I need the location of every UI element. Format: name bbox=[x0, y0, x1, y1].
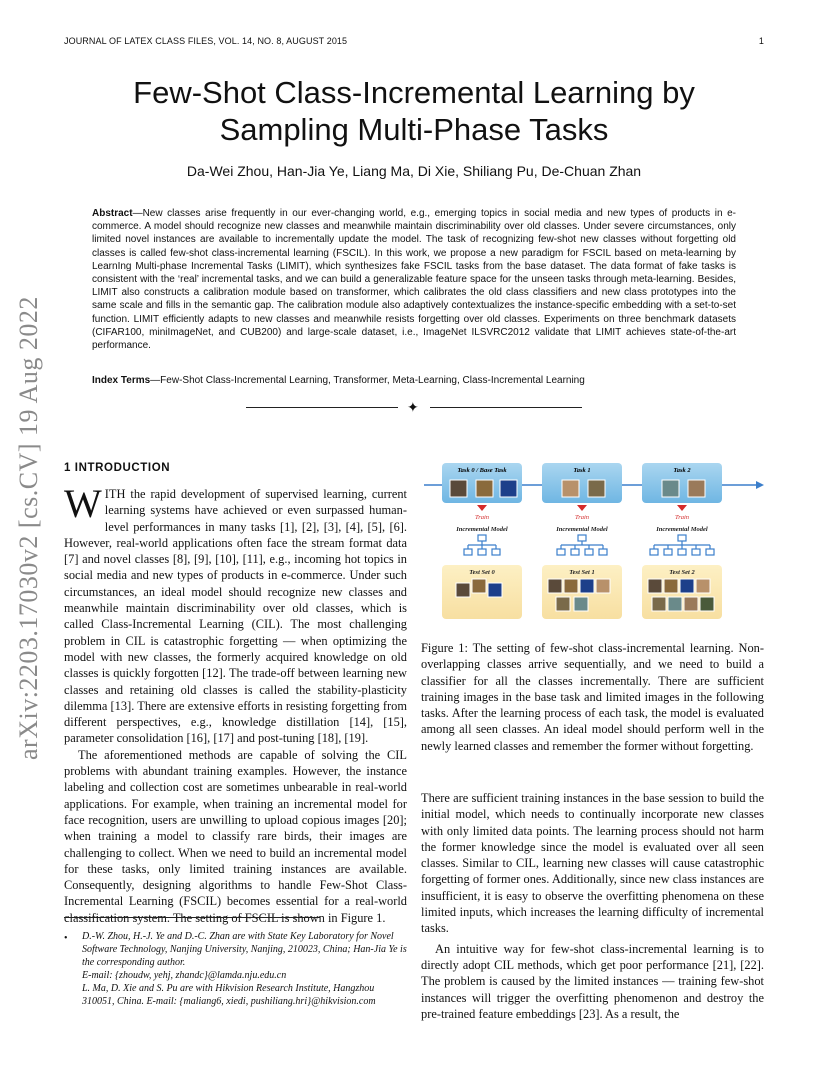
footnote-rule bbox=[64, 917, 320, 918]
intro-paragraph-1-text: ITH the rapid development of supervised learning, current learning systems have achieved or even surpassed human-level performances in many tasks [1], [2], [3], [4], [5], [6]. However, real-world applications often face the stream format data [7] and novel classes [8], [9], [10], [11], e.g., incoming hot topics in social media and new types of products in e-commerce. Under such circumstances, an ideal model should recognize new classes and meanwhile maintain discriminability over old classes, which is called Class-Incremental Learning (CIL). The most challenging problem in CIL is catastrophic forgetting — when optimizing the model with new classes, the formerly acquired knowledge on old classes is quickly forgotten [12]. The trade-off between learning new classes and retaining old classes is called the stability-plasticity dilemma [13]. There are extensive efforts in resisting forgetting from different perspectives, e.g., knowledge distillation [14], [15], parameter consolidation [16], [17] and post-tuning [18], [19]. bbox=[64, 487, 407, 746]
footnote-affiliation-2: L. Ma, D. Xie and S. Pu are with Hikvision Research Institute, Hangzhou 310051, China. E-mail: {maliang6, xiedi, pushiliang.hri}@hikvision.com bbox=[82, 983, 376, 1007]
page-number: 1 bbox=[758, 36, 764, 46]
timeline-arrowhead bbox=[756, 481, 764, 489]
task-label-2: Task 2 bbox=[673, 467, 691, 474]
abstract-label: Abstract bbox=[92, 208, 133, 219]
model-label-0: Incremental Model bbox=[456, 526, 508, 533]
section-heading: 1 INTRODUCTION bbox=[64, 462, 171, 474]
diamond-icon: ✦ bbox=[407, 401, 419, 416]
footnote-email-1: E-mail: {zhoudw, yehj, zhandc}@lamda.nju.edu.cn bbox=[82, 970, 287, 981]
index-terms bbox=[92, 375, 736, 386]
abstract-text: —New classes arise frequently in our ever-changing world, e.g., emerging topics in social media and new types of products in e-commerce. A model should recognize new classes and meanwhile maintain discriminability over old classes. Under severe circumstances, only limited novel instances are available to incrementally update the model. The task of recognizing few-shot new classes without forgetting old classes is called few-shot class-incremental learning (FSCIL). In this work, we propose a new paradigm for FSCIL based on meta-learning by LearnIng Multi-phase Incremental Tasks (LIMIT), which synthesizes fake FSCIL tasks from the base dataset. The data format of fake tasks is consistent with the ‘real’ incremental tasks, and we can build a generalizable feature space for the unseen tasks through meta-learning. Besides, LIMIT also constructs a calibration module based on transformer, which calibrates the old class classifiers and new class prototypes into the same scale and fills in the semantic gap. The calibration module also adaptively contextualizes the instance-specific embedding with a set-to-set function. LIMIT efficiently adapts to new classes and meanwhile resists forgetting over old classes. Experiments on three benchmark datasets (CIFAR100, miniImageNet, and CUB200) and large-scale dataset, i.e., ImageNet ILSVRC2012 validate that LIMIT achieves state-of-the-art performance. bbox=[92, 208, 736, 352]
train-arrow-0 bbox=[477, 505, 487, 511]
right-paragraph-2: An intuitive way for few-shot class-incremental learning is to directly adopt CIL methods, which get poor performance [21], [22]. The problem is caused by the limited instances — training few-shot instances will trigger the overfitting phenomenon and destroy the pre-trained feature embeddings [23]. As a result, the bbox=[421, 941, 764, 1021]
section-divider bbox=[246, 402, 582, 414]
right-paragraph-1: There are sufficient training instances in the base session to build the initial model, which needs to continually incorporate new classes with only limited data points. The learning process should not harm the former knowledge since the model is evaluated over all seen classes. Similar to CIL, learning new classes will cause catastrophic forgetting of former ones. Additionally, since new class instances are insufficient, it is easy to observe the overfitting phenomena on these limited inputs, which increases the learning difficulty of incremental tasks. bbox=[421, 791, 764, 936]
title-line-2: Sampling Multi-Phase Tasks bbox=[219, 112, 609, 147]
train-label-0: Train bbox=[474, 514, 490, 521]
train-label-1: Train bbox=[574, 514, 590, 521]
arxiv-stamp: arXiv:2203.17030v2 [cs.CV] 19 Aug 2022 bbox=[14, 296, 43, 760]
intro-right-column bbox=[421, 790, 764, 1022]
test-label-0: Test Set 0 bbox=[469, 569, 495, 576]
footnote bbox=[64, 930, 407, 1008]
abstract bbox=[92, 207, 736, 352]
model-label-2: Incremental Model bbox=[656, 526, 708, 533]
bullet-icon: • bbox=[64, 933, 68, 944]
index-terms-text: —Few-Shot Class-Incremental Learning, Transformer, Meta-Learning, Class-Incremental Learning bbox=[150, 375, 585, 386]
title-line-1: Few-Shot Class-Incremental Learning by bbox=[133, 75, 695, 110]
model-label-1: Incremental Model bbox=[556, 526, 608, 533]
train-images-0 bbox=[450, 480, 517, 497]
test-label-2: Test Set 2 bbox=[669, 569, 695, 576]
figure-1-diagram bbox=[424, 461, 764, 622]
figure-caption: Figure 1: The setting of few-shot class-incremental learning. Non-overlapping classes arrive sequentially, and we need to build a classifier for all the classes incrementally. There are sufficient training images in the base task and limited images in the following tasks. After the learning process of each task, the model is evaluated among all seen classes. An ideal model should perform well in the newly learned classes and remember the former without forgetting. bbox=[421, 641, 764, 753]
model-tree-2 bbox=[650, 535, 714, 555]
task-label-1: Task 1 bbox=[573, 467, 591, 474]
paper-title bbox=[64, 74, 764, 148]
journal-header: JOURNAL OF LATEX CLASS FILES, VOL. 14, NO. 8, AUGUST 2015 bbox=[64, 36, 348, 46]
authors: Da-Wei Zhou, Han-Jia Ye, Liang Ma, Di Xie, Shiliang Pu, De-Chuan Zhan bbox=[186, 163, 642, 179]
train-label-2: Train bbox=[674, 514, 690, 521]
intro-left-column bbox=[64, 481, 407, 926]
intro-paragraph-1 bbox=[64, 481, 407, 747]
model-tree-1 bbox=[557, 535, 607, 555]
index-terms-label: Index Terms bbox=[92, 375, 151, 386]
intro-paragraph-2: The aforementioned methods are capable of solving the CIL problems with abundant training examples. However, the instance labeling and collection cost are sometimes unbearable in real-world applications. For example, when training an incremental model for face recognition, users are unwilling to upload copious images [20]; when training a model to classify rare birds, their images are challenging to collect. When we need to build an incremental model for these tasks, only limited training instances are available. Consequently, designing algorithms to handle Few-Shot Class-Incremental Learning (FSCIL) becomes essential for a real-world classification system. The setting of FSCIL is shown in Figure 1. bbox=[64, 747, 407, 925]
test-label-1: Test Set 1 bbox=[569, 569, 595, 576]
footnote-affiliation-1: D.-W. Zhou, H.-J. Ye and D.-C. Zhan are with State Key Laboratory for Novel Software Technology, Nanjing University, Nanjing, 210023, China; Han-Jia Ye is the corresponding author. bbox=[82, 931, 407, 968]
train-arrow-2 bbox=[677, 505, 687, 511]
drop-cap: W bbox=[64, 481, 102, 526]
model-tree-0 bbox=[464, 535, 500, 555]
running-header bbox=[64, 36, 764, 46]
task-label-0: Task 0 / Base Task bbox=[457, 467, 507, 474]
train-arrow-1 bbox=[577, 505, 587, 511]
figure-1 bbox=[424, 461, 764, 622]
